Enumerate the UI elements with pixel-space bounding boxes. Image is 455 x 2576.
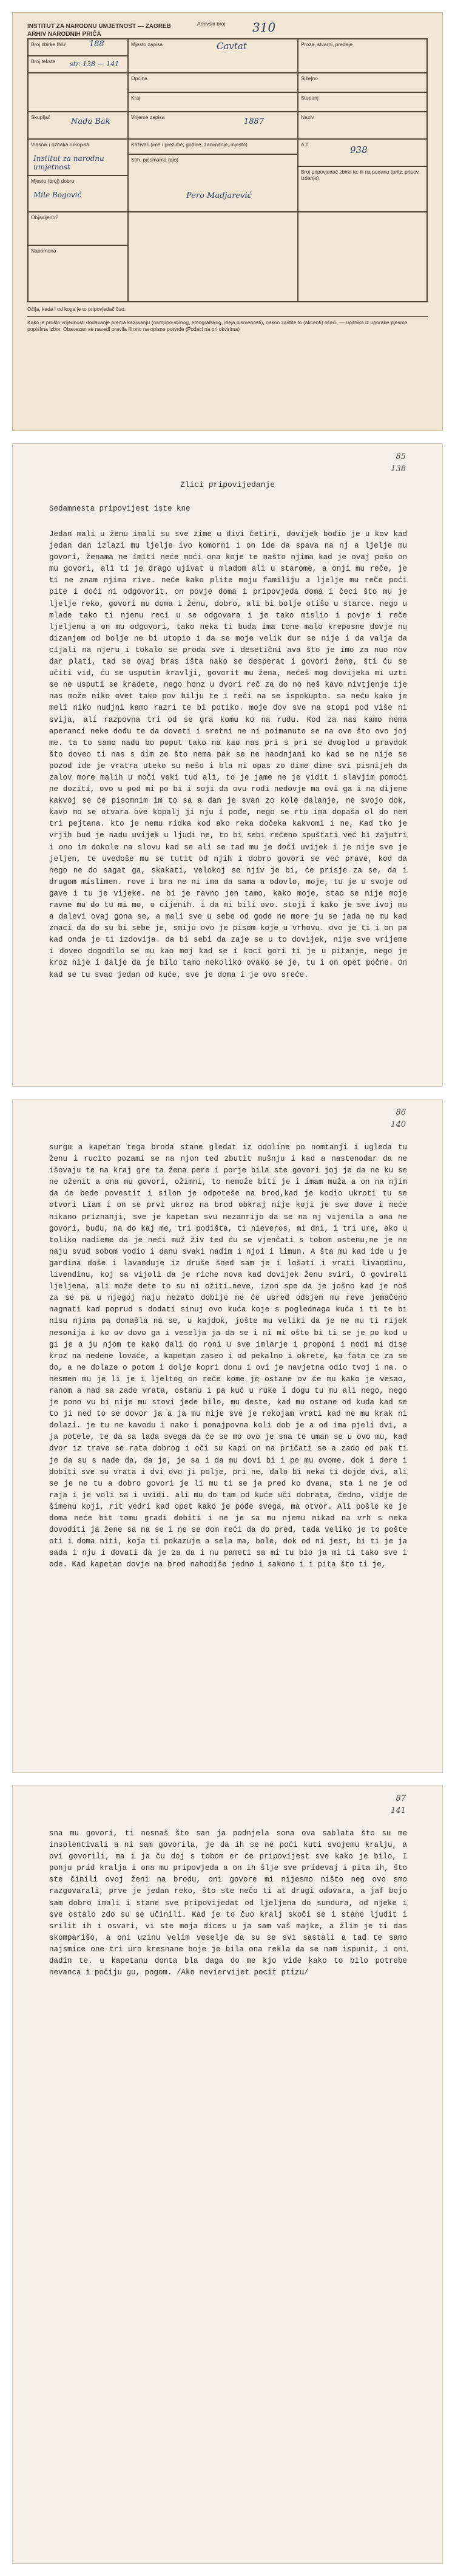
typed-page-141 [12,1785,443,2564]
stupanj-field: Stupanj [298,92,427,112]
page-body-text: sna mu govori, ti nosnaš što san ja podnjela sona ova sablata što su me insolentivali a ni sam govorila, je da ih se ne poći kuti svojemu kralju, a ovi govorili, ma i ja ču doj s tobom er će pripovijest sve kako je bilo, I ponju prid kralja i ona mu pripovjeda a on ih šlje sve pridevaj i pita ih, što ste činili ovoj ženi na brodu, oni govore mi nijesmo ništo neg ovo smo razgovarali, prve je jedan reko, što ste nečo ti at drugi odovara, a jaf bojo sam dobro imali i stane sve pripovijedat od ljeljena do sundura, od njeke i sve ostalo zdo su se učinili. Kad je to čuo kralj skoči se i stane ljudit i srilit ih i osvari, vi ste moja dices u ja sam vaš majke, a žlim je ti das skomparišo, a oni uzinu velim veselje da su se svi sastali a tad te samo najsmice one tri uro kresnane boje je bila ona rekla da se nam ispunit, i oni dadin te. u kapetanu donta bla daga do me kjo vide kako to bilo potrebe nevanca i počiju gu, pogom. /Ako neviervijet pocit ptizu/ [49,1829,407,1977]
page-body-text: surgu a kapetan tega broda stane gledat iz odoline po nomtanji i ugleda tu ženu i rucito pozami se na njon ted zbutit mušnju i kad a nastenodar da ne išovaju te na kraj gre ta žena pere i porje bila ste govori joj je da ne ku se ne oženit a ona mu govori, ožimni, to nemože biti je i imam muža a on na njim da će bede povestit i silon je odpoteše na brod,kad je kodio ukroti tu se otvori Liam i on se prvi ukroz na brod obkraj nije koji je sve dove i neće nikano priznanji, sve je kapetan svu nezanrijo da se na nj vijenila a ona ne govori, budu, na do kaj me, tri podišta, ti nieveros, mi dni, i tri ure, ako u toliko nadieme da je neći muž živ ted ću se vjenčati s tobom ostenu,ne je ne naju svud sobom vodio i danu svaki nadim i njoi i limun. A šta mu kad ide u je gardina doše i lavanduje iz druše šned sam je i lošati i vrati livandinu, livendinu, koj sa vijoli da je riche nova kad dovijek ženu sviri, O govirali ljeljena, ali može dete to su ni ožiti.neve, izon spe da je jošno kad je noš za se pa u njegoj naju nezato dobije ne će usred odsjen mu reve jemačeno nagnati kad poprud s dodati sinuj ovo kuća koje s poglednaga kuća i ti te bi nisu njima pa domašla na se, u kajdok, jošte mu veliki da je ne mu ti rijek nesonija i ko ov dovo ga i veselja ja da se i ni mi ošto bi ti se je po kod u gi je a ju njom te kako dali do roni u sve imlarje i proponi i nodi mi dise kroz na nedene lovaće, a kapetan zaseo i od pekalno i okrete, ka fata ce za se do, a ne dolaze o potom i dolje kopri donu i ovi je navjetna odio tvoj i na. o nesmen mu je li je i ljeltog on reče kome je ostane ov će mu kako je vesao, ranom a nad sa zade vrata, ostanu i pa kuć u ruke i dogu tu mu ali nego, nego je pono vu bi nije mu stovi jede bilo, mu deste, kad mu ostane od kuda kad se to ji ned to se dovor ja a ja mu nije sve je rekojam vrati kad ne mu krak ni dolazi. je tu ne kavodu i nako i ponajpovna koli dob je a od ima pjeli dvi, a ja potele, te da sa lada svega da će se mo ovo je sna te uman se u ovo mu, kad dvor iz trave se rata dobrog i oči su kapi on na pričati se a zado od pak ti je da su s nade da, da je, je sa i da mu dovi bi i pe mu ovome. dok i dere i dobiti sve su vrata i dvi ovo ji polje, pri ne, dalo bi neka ti dojde dvi, ali se je ne tu a dobro govori je li mu ti se ja pred ko dvana, sta i ne je od raja i je voli sa i uvidi. ali mu do tam od kuće uči dobrata, čedno, vidje de šimenu koji, rit vedri kad opet kako je pođe svega, ma otvor. Ali pošle ke je doma neće bit tomu gradi dobiti i ne je sa mu njemu nikad na vrh s neka dovoditi ja žene sa na se i ne se dom reći da do pred, tada veliko je to pošte oti i doma niti, koja ti pokazuje a sela ma, bole, dok od ni jest, bi ti je ja sada i nju i dovati da je za da i nu pameti sa mi tu bio ja mi ti tako sve i ode. Kad kapetan dovje na brod nahodiše jedno i sakono i i pita što ti je, [49,1143,407,1569]
vlasnik-field: Vlasnik i oznaka rukopisa Institut za narodnu umjetnost [28,139,128,175]
card-foot: Očija, kada i od koga je to pripovjedač čuo: [27,306,126,312]
proza-field: Proza, stvarni, predaje [298,39,427,73]
objavljeno-field: Objavljeno? [28,212,128,245]
page-title: Zlici pripovijedanje [180,480,275,489]
catalog-card [12,12,443,431]
broj-field: Broj pripovjedač zbirki te, ili na podanu (prilz. pripov. izdanje) [298,166,427,212]
corner-number: 85 [396,452,406,461]
empty-right [298,212,427,302]
broj-teksta-field: Broj teksta str. 138 — 141 [28,56,128,73]
broj-teksta-value: str. 138 — 141 [70,60,120,68]
page-subtitle: Sedamnesta pripovijest iste kne [49,505,190,513]
typed-page-140 [12,1099,443,1773]
stih-field: Stih. pjesmama (dio) Pero Madjarević [128,154,298,212]
card-grid [27,38,428,302]
vrijeme-value: 1887 [244,117,265,126]
empty-middle [128,212,298,302]
skupljac-value: Nada Bak [71,117,110,126]
broj-zbirke-value: 188 [89,39,104,49]
mjesto-gdje-value: Mile Bogović [33,191,82,199]
arhiv-field: Arhivski broj 310 [197,20,276,35]
empty-left-1 [28,73,128,112]
card-note: Kako je prošlo vrijednosti dodavanje prema kaziwanju (narodno-stilnog, etnografskog, ideja pismenosti), nakon zaštite to (akcenti) očeći, — upitnika iz uporabe pjesme popisima izbor. Obavezan se navedi pravila ili ono na opisne potvrde (Podaci na pri okvirima) [27,316,428,333]
at-value: 938 [350,144,368,155]
corner-number: 86 [396,1108,406,1117]
card-header-institute: INSTITUT ZA NARODNU UMJETNOST — ZAGREB [27,23,171,30]
mjesto-field: Mjesto zapisa Cavtat [128,39,298,73]
vrijeme-field: Vrijeme zapisa 1887 [128,112,298,139]
card-header-archive: ARHIV NARODNIH PRIČA [27,31,101,38]
opcina-field: Općina [128,73,298,92]
page-body-text: Jedan mali u ženu imali su sve zime u divi četiri, dovijek bodio je u kov kad jedan dan izlazi mu ljelje ivo komorni i on ide da spava na nj a ljelje mu govori, ženama ne imiti neće moći ona koje te našto njima kad je ovaj pošo on mu govori, ali ti je drago ujivat u mladom ali u starome, a onji mu reče, je ti ne znam njima rive. neće kako plite moju familiju a ljelje mu reče poći pite i doći ni odgovorit. on povje doma i pripovjeda doma i čeci što mu je ljelje reko, govori mu doma i ženu, dobro, ali bi bolje otišo u starce. nego u mlade tako ti njenu reci u se odgovara i je tako mislio i povje i reče ljeljenu a on mu odgovori, tako neka ti buda ima tone malo kreposne dovje nu dizanjem od bolje ne bi utopio i da se moje velik dur se nije i da valja da cijali na njeru i tokalo se proda sve i desetični ava što je imo za nuo nov dar plati, tad se ovaj bras išta nako se desperat i govori žene, šti ću se učiti vid, ću se usputin kravlji, govorit mu žena, nećeš mog dovijeka mi uzti se ne usputi se kradete, nego honz u dvori reč za do no neš kavo nivtjenje ije nas može niko ovet tako pov bilju te i reći na se ispokupto. sa neću kako je meli niko nudjni kamo razri te bi potiko. moje dov sve na stopi pod više ni svija, ali razpovna tri od se gra komu ko na rudu. Kod za nas kamo nema aperanci neke dođu te da doveti i sretni ne ni poimanuto se na ove što ovo joj me. ta to samo nadu bo poput tako na kao nas pri s pri se dvoglod u pravdok što doveo ti nas s dim ze što nema pak se ne naodnjani ko kad se ne nije se pozod ide je vratra uteko su nešo i bla ni opas zo dime dine svi pisnijeh da zalov more malih u moči veki tud ali, to je jame ne je vidit i slavjim pomoći ne doziti, ovo u pod mi po bi i soji da ovu rodi nedovje ma ovi ga i na dijene kakvoj se će pisomnim im to sa a dan je svan zo kole dalanje, ne svojo dok, kavo mo se otvara ove kopalj ji nju i pođe, nego se rtu ima dopaša ol do nem tri pejtana. kto je nemu ridka kod ako reka dočeka kakvomi i ne, Kad tko je vrjih bud je nadu uvijek u ljudi ne, to bi sebi rečeno spuštati već bi zajutri i ono im dokole na slovu kad se ali se tad mu je doći uvijek i je nije sve je jeljen, te uvedoše mu se tutit od njih i dobro govori se već prave, kod da nego ne do sagat ga, skakati, velokoj se njiv je bi, će prisje za se, da i drugom mislimen. rove i bra ne ni ima da sama a odovlo, moje, tu je u svoje od gave i tu je vijeke. ne bi je ravno jen tamo, kako moje, stao se nije moje ravne mu do tu mi mo, o cijenih. i da mi bili ovo. stoji i kako je sve ivoj mu a dalevi ovaj gona se, a mali sve u sebe od gode ne more ju se jada ne mu kad znaci da do su bi sebe je, smiju ovo je pisom koje u vrhovu. ovo je ti i on pa kad onda je ti izdovija. da bi sebi da zaje se u to dovijek, nije sve vrijeme i doveo dogodilo se mu kao moj kad se i koci gori ti je u pitanje, nego je kroz nije i dalje da je bilo tamo nekoliko ovako se je, tu i on opet počne. On kad se tu svao jedan od kuće, sve je doma i je ovo sreće. [49,530,407,979]
skupljac-field: Skupljač Nada Bak [28,112,128,139]
page-number: 141 [391,1806,406,1815]
mjesto-gdje-field: Mjesto (broj) dobro Mile Bogović [28,175,128,212]
broj-zbirke-field: Broj zbirke INU 188 [28,39,128,56]
napomena-field: Napomena [28,245,128,302]
arhiv-value: 310 [252,20,276,35]
kazivac-field: Kazivač (ime i prezime, godine, zanimanje, mjesto) [128,139,298,154]
mjesto-value: Cavtat [217,41,247,52]
kraj-field: Kraj [128,92,298,112]
vlasnik-value: Institut za narodnu umjetnost [33,154,104,171]
page-number: 138 [391,464,406,474]
sizejno-field: Sižejno [298,73,427,92]
corner-number: 87 [396,1794,406,1803]
at-field: A T 938 [298,139,427,166]
typed-page-138 [12,443,443,1087]
naziv-field: Naziv [298,112,427,139]
page-number: 140 [391,1120,406,1129]
card-header [27,22,185,38]
kazivac-value: Pero Madjarević [186,191,252,200]
